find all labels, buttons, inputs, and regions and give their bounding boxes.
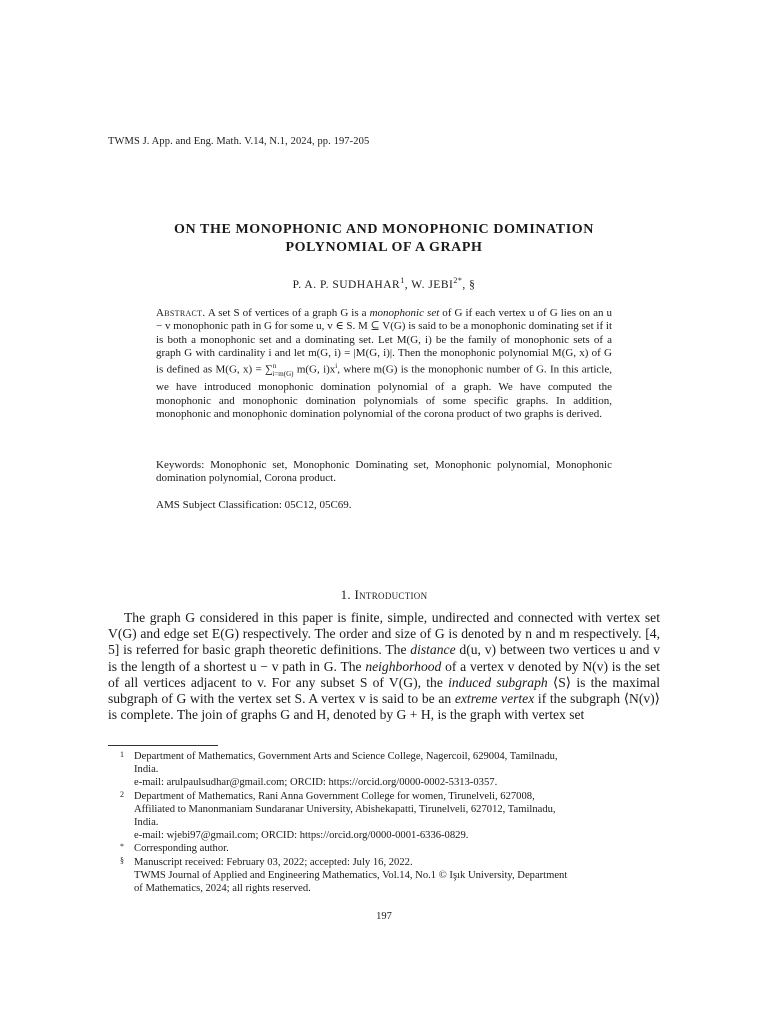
abstract-text: A set S of vertices of a graph G is a xyxy=(205,307,370,319)
footnote-mark: * xyxy=(120,842,124,852)
footnote-line: TWMS Journal of Applied and Engineering Mathematics, Vol.14, No.1 © Işık University, Department xyxy=(134,869,568,881)
body-text: d(u, v) between two vertices u and v is the length of a shortest u − v path in G. The xyxy=(108,642,660,674)
sum-lower-limit: i=m(G) xyxy=(272,370,294,379)
footnote-mark: 1 xyxy=(120,750,124,759)
footnote-line: of Mathematics, 2024; all rights reserved. xyxy=(134,883,311,895)
footnote-mark: 2 xyxy=(120,789,124,799)
footnotes xyxy=(108,750,660,895)
footnote xyxy=(108,842,660,855)
section-heading xyxy=(108,587,660,603)
footnote-line: Department of Mathematics, Government Arts and Science College, Nagercoil, 629004, Tamilnadu, xyxy=(134,751,558,762)
abstract xyxy=(156,307,612,421)
footnote-line: Department of Mathematics, Rani Anna Government College for women, Tirunelveli, 627008, xyxy=(134,790,535,802)
term-emphasis: neighborhood xyxy=(365,658,442,674)
author-tail: , § xyxy=(462,278,476,291)
journal-header: TWMS J. App. and Eng. Math. V.14, N.1, 2024, pp. 197-205 xyxy=(108,136,370,147)
footnote-line: Corresponding author. xyxy=(134,843,229,855)
footnote-line: Affiliated to Manonmaniam Sundaranar University, Abishekapatti, Tirunelveli, 627012, Tamilnadu, xyxy=(134,803,556,815)
footnote-line: Manuscript received: February 03, 2022; accepted: July 16, 2022. xyxy=(134,856,413,868)
title-line-2: POLYNOMIAL OF A GRAPH xyxy=(285,240,483,255)
footnote xyxy=(108,856,660,896)
page-number: 197 xyxy=(376,911,392,922)
paper-title xyxy=(108,221,660,257)
footnote xyxy=(108,750,660,790)
author-name: W. JEBI xyxy=(411,278,454,291)
affiliation-mark: 1 xyxy=(400,276,405,285)
author-name: P. A. P. SUDHAHAR xyxy=(292,278,401,291)
abstract-text: m(G, i)x xyxy=(293,363,336,376)
body-text: if the subgraph ⟨N(v)⟩ is complete. The join of graphs G and H, denoted by G + H, is the graph with vertex set xyxy=(108,691,660,723)
footnote-line: e-mail: arulpaulsudhar@gmail.com; ORCID: https://orcid.org/0000-0002-5313-0357. xyxy=(134,777,498,789)
body-text: of a vertex v denoted by N(v) is the set of all vertices adjacent to v. For any subset S of V(G), the xyxy=(108,658,660,690)
exponent: i xyxy=(335,362,338,371)
sum-upper-limit: n xyxy=(272,362,277,371)
footnote-line: India. xyxy=(134,817,159,829)
footnote-rule xyxy=(108,745,218,746)
keywords: Keywords: Monophonic set, Monophonic Dominating set, Monophonic polynomial, Monophonic domination polynomial, Corona product. xyxy=(156,459,612,485)
introduction-paragraph xyxy=(108,610,660,723)
author-list xyxy=(108,276,660,291)
title-line-1: ON THE MONOPHONIC AND MONOPHONIC DOMINATION xyxy=(173,222,594,237)
abstract-emphasis: monophonic set xyxy=(369,307,440,319)
affiliation-mark: 2* xyxy=(453,276,463,285)
footnote-mark: § xyxy=(120,855,124,865)
section-title: Introduction xyxy=(354,587,428,602)
abstract-text: , where m(G) is the monophonic number of G. In this article, we have introduced monophonic domination polynomial of a graph. We have computed the monophonic and monophonic domination polynomials of some specific graphs. In addition, monophonic and monophonic domination polynomial of the corona product of two graphs is derived. xyxy=(156,363,612,420)
body-text: ⟨S⟩ is the maximal subgraph of G with the vertex set S. A vertex v is said to be an xyxy=(108,674,661,707)
term-emphasis: distance xyxy=(410,642,456,658)
ams-classification: AMS Subject Classification: 05C12, 05C69. xyxy=(156,499,352,511)
author-separator: , xyxy=(404,278,412,291)
term-emphasis: induced subgraph xyxy=(448,674,548,690)
footnote-line: India. xyxy=(134,764,159,776)
footnote-line: e-mail: wjebi97@gmail.com; ORCID: https://orcid.org/0000-0001-6336-0829. xyxy=(134,830,469,842)
abstract-heading: Abstract. xyxy=(156,307,206,319)
body-text: The graph G considered in this paper is finite, simple, undirected and connected with vertex set V(G) and edge set E(G) respectively. The order and size of G is denoted by n and m respectively. [4, 5] is referred for basic graph theoretic definitions. The xyxy=(108,610,660,658)
footnote xyxy=(108,790,660,843)
section-number: 1. xyxy=(340,587,355,602)
abstract-text: of G if each vertex u of G lies on an u − v monophonic path in G for some u, v ∈ S. M ⊆ V(G) is said to be a monophonic dominating set if it is both a monophonic set and a dominating set. Let M(G, i) be the family of monophonic sets of a graph G with cardinality i and let m(G, i) = |M(G, i)|. Then the monophonic polynomial M(G, x) of G is defined as M(G, x) = ∑ xyxy=(156,307,612,376)
term-emphasis: extreme vertex xyxy=(454,691,535,707)
